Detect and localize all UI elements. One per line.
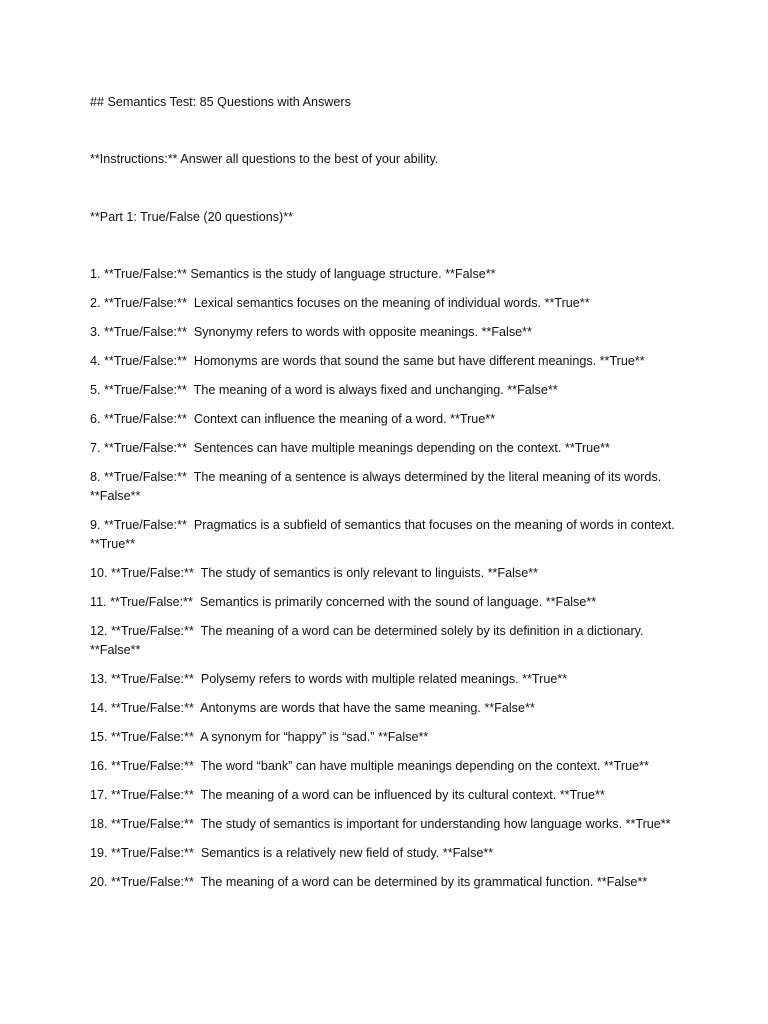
- question-type-label: **True/False:**: [104, 412, 187, 426]
- question-type-label: **True/False:**: [111, 817, 194, 831]
- question-item: [90, 410, 680, 429]
- question-text: Lexical semantics focuses on the meaning of individual words.: [193, 296, 542, 310]
- question-number: 10.: [90, 566, 108, 580]
- question-type-label: **True/False:**: [104, 354, 187, 368]
- question-item: [90, 622, 680, 660]
- question-text: The study of semantics is important for understanding how language works.: [200, 817, 623, 831]
- question-number: 16.: [90, 759, 108, 773]
- question-item: [90, 352, 680, 371]
- question-text: The meaning of a word is always fixed and unchanging.: [193, 383, 504, 397]
- question-item: [90, 439, 680, 458]
- question-item: [90, 670, 680, 689]
- question-text: The meaning of a word can be determined solely by its definition in a dictionary.: [200, 624, 644, 638]
- question-answer: **True**: [559, 788, 605, 802]
- question-item: [90, 844, 680, 863]
- question-text: The meaning of a sentence is always determined by the literal meaning of its words.: [193, 470, 662, 484]
- question-answer: **False**: [484, 701, 535, 715]
- question-text: Synonymy refers to words with opposite meanings.: [193, 325, 479, 339]
- question-type-label: **True/False:**: [104, 441, 187, 455]
- question-number: 6.: [90, 412, 101, 426]
- question-type-label: **True/False:**: [104, 470, 187, 484]
- question-type-label: **True/False:**: [111, 672, 194, 686]
- question-number: 15.: [90, 730, 108, 744]
- spacer: [187, 412, 194, 426]
- question-number: 20.: [90, 875, 108, 889]
- question-type-label: **True/False:**: [111, 846, 194, 860]
- question-item: [90, 786, 680, 805]
- question-number: 4.: [90, 354, 101, 368]
- spacer: [187, 441, 194, 455]
- question-type-label: **True/False:**: [104, 325, 187, 339]
- question-answer: **False**: [90, 489, 141, 503]
- question-answer: **False**: [445, 267, 496, 281]
- document-title: ## Semantics Test: 85 Questions with Answers: [90, 95, 351, 109]
- question-type-label: **True/False:**: [111, 730, 194, 744]
- spacer: [187, 354, 194, 368]
- question-item: [90, 815, 680, 834]
- question-item: [90, 516, 680, 554]
- spacer: [194, 788, 201, 802]
- question-text: Homonyms are words that sound the same but have different meanings.: [193, 354, 597, 368]
- question-text: Pragmatics is a subfield of semantics that focuses on the meaning of words in context.: [193, 518, 675, 532]
- question-answer: **True**: [450, 412, 496, 426]
- question-type-label: **True/False:**: [111, 624, 194, 638]
- question-answer: **True**: [564, 441, 610, 455]
- question-number: 12.: [90, 624, 108, 638]
- question-number: 18.: [90, 817, 108, 831]
- question-type-label: **True/False:**: [111, 788, 194, 802]
- question-text: The word “bank” can have multiple meanings depending on the context.: [200, 759, 601, 773]
- question-type-label: **True/False:**: [111, 701, 194, 715]
- question-answer: **False**: [545, 595, 597, 609]
- question-answer: **False**: [481, 325, 532, 339]
- question-text: Semantics is a relatively new field of study.: [200, 846, 440, 860]
- question-type-label: **True/False:**: [104, 383, 187, 397]
- question-answer: **True**: [603, 759, 649, 773]
- question-text: A synonym for “happy” is “sad.”: [200, 730, 375, 744]
- question-text: Antonyms are words that have the same meaning.: [200, 701, 481, 715]
- question-answer: **True**: [544, 296, 590, 310]
- question-item: [90, 757, 680, 776]
- spacer: [187, 296, 194, 310]
- spacer: [194, 817, 201, 831]
- question-text: Context can influence the meaning of a word.: [193, 412, 447, 426]
- question-item: [90, 323, 680, 342]
- question-item: [90, 265, 680, 284]
- spacer: [194, 759, 201, 773]
- question-text: The study of semantics is only relevant to linguists.: [200, 566, 485, 580]
- question-list: [90, 265, 680, 902]
- spacer: [187, 325, 194, 339]
- question-answer: **False**: [90, 643, 141, 657]
- question-text: Semantics is the study of language structure.: [190, 267, 442, 281]
- spacer: [193, 595, 200, 609]
- question-answer: **True**: [90, 537, 136, 551]
- question-item: [90, 564, 680, 583]
- question-number: 9.: [90, 518, 101, 532]
- question-item: [90, 728, 680, 747]
- spacer: [187, 383, 194, 397]
- question-number: 17.: [90, 788, 108, 802]
- question-text: Semantics is primarily concerned with the sound of language.: [199, 595, 543, 609]
- question-item: [90, 873, 680, 892]
- question-type-label: **True/False:**: [111, 875, 194, 889]
- question-number: 14.: [90, 701, 108, 715]
- question-answer: **False**: [596, 875, 648, 889]
- question-answer: **True**: [625, 817, 671, 831]
- question-text: The meaning of a word can be influenced by its cultural context.: [200, 788, 557, 802]
- question-text: Polysemy refers to words with multiple related meanings.: [200, 672, 519, 686]
- spacer: [194, 672, 201, 686]
- question-type-label: **True/False:**: [104, 296, 187, 310]
- question-number: 11.: [90, 595, 107, 609]
- question-number: 13.: [90, 672, 108, 686]
- question-type-label: **True/False:**: [111, 759, 194, 773]
- question-answer: **False**: [377, 730, 429, 744]
- question-number: 3.: [90, 325, 101, 339]
- spacer: [194, 566, 201, 580]
- question-type-label: **True/False:**: [104, 518, 187, 532]
- question-answer: **False**: [507, 383, 558, 397]
- instructions-text: **Instructions:** Answer all questions to the best of your ability.: [90, 152, 439, 166]
- question-item: [90, 468, 680, 506]
- question-item: [90, 699, 680, 718]
- part-1-heading: **Part 1: True/False (20 questions)**: [90, 210, 294, 224]
- question-number: 19.: [90, 846, 108, 860]
- spacer: [194, 624, 201, 638]
- spacer: [194, 875, 201, 889]
- question-number: 5.: [90, 383, 101, 397]
- question-item: [90, 294, 680, 313]
- question-item: [90, 593, 680, 612]
- question-answer: **True**: [522, 672, 568, 686]
- question-text: Sentences can have multiple meanings depending on the context.: [193, 441, 562, 455]
- question-number: 8.: [90, 470, 101, 484]
- question-item: [90, 381, 680, 400]
- question-number: 1.: [90, 267, 101, 281]
- question-text: The meaning of a word can be determined by its grammatical function.: [200, 875, 594, 889]
- spacer: [187, 470, 194, 484]
- spacer: [187, 518, 194, 532]
- question-type-label: **True/False:**: [111, 566, 194, 580]
- question-type-label: **True/False:**: [104, 267, 187, 281]
- spacer: [194, 846, 201, 860]
- question-answer: **False**: [487, 566, 539, 580]
- question-answer: **False**: [442, 846, 494, 860]
- question-type-label: **True/False:**: [110, 595, 193, 609]
- question-number: 2.: [90, 296, 101, 310]
- question-number: 7.: [90, 441, 101, 455]
- question-answer: **True**: [599, 354, 645, 368]
